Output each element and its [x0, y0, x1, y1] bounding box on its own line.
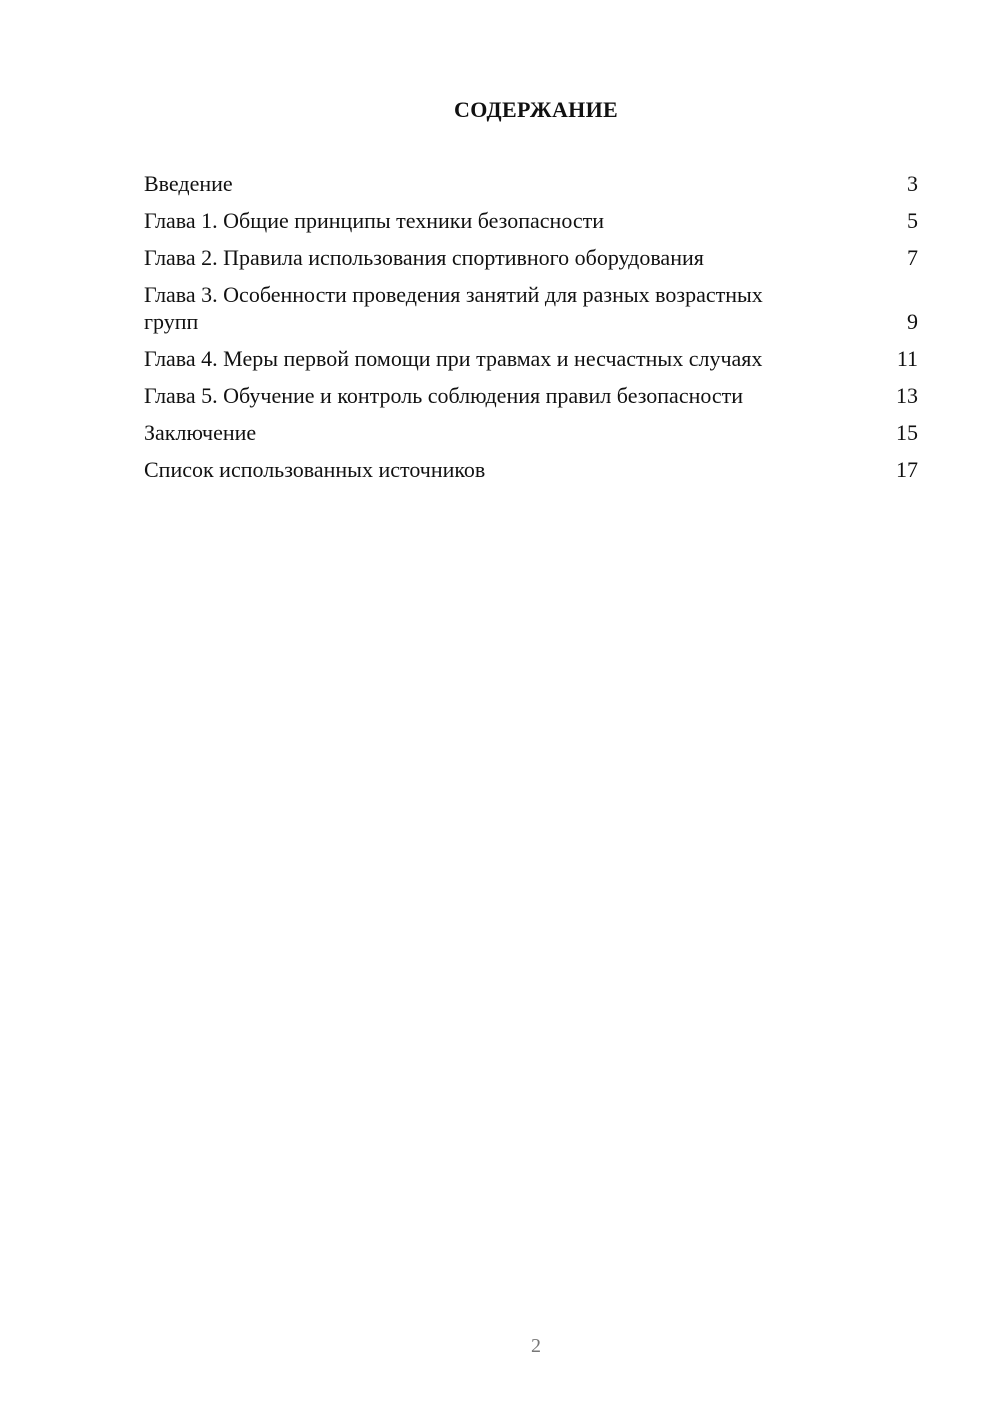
toc-item-chapter-5[interactable] — [144, 382, 918, 409]
toc-title: СОДЕРЖАНИЕ — [454, 97, 618, 122]
toc-item-page: 7 — [907, 245, 918, 270]
toc-item-chapter-3[interactable] — [144, 281, 918, 335]
toc-item-label: Глава 2. Правила использования спортивного оборудования — [144, 245, 704, 270]
toc-item-introduction[interactable] — [144, 170, 918, 197]
toc-item-page: 13 — [896, 383, 918, 408]
toc-item-label: Введение — [144, 171, 233, 196]
toc-item-label: Глава 3. Особенности проведения занятий для разных возрастных групп — [144, 282, 763, 334]
toc-item-conclusion[interactable] — [144, 419, 918, 446]
toc-item-page: 15 — [896, 420, 918, 445]
toc-item-label: Список использованных источников — [144, 457, 486, 482]
toc-item-page: 3 — [907, 171, 918, 196]
toc-item-chapter-2[interactable] — [144, 244, 918, 271]
toc-item-chapter-1[interactable] — [144, 207, 918, 234]
page-number: 2 — [531, 1335, 541, 1357]
toc-item-label: Глава 1. Общие принципы техники безопасности — [144, 208, 605, 233]
toc-item-label: Глава 4. Меры первой помощи при травмах и несчастных случаях — [144, 346, 763, 371]
toc-item-page: 5 — [907, 208, 918, 233]
toc-item-page: 17 — [896, 457, 918, 482]
toc-item-chapter-4[interactable] — [144, 345, 918, 372]
toc-item-label: Глава 5. Обучение и контроль соблюдения правил безопасности — [144, 383, 744, 408]
toc-item-page: 9 — [907, 309, 918, 334]
toc-item-references[interactable] — [144, 456, 918, 483]
table-of-contents — [144, 170, 918, 493]
toc-item-label: Заключение — [144, 420, 257, 445]
toc-item-page: 11 — [896, 346, 918, 371]
